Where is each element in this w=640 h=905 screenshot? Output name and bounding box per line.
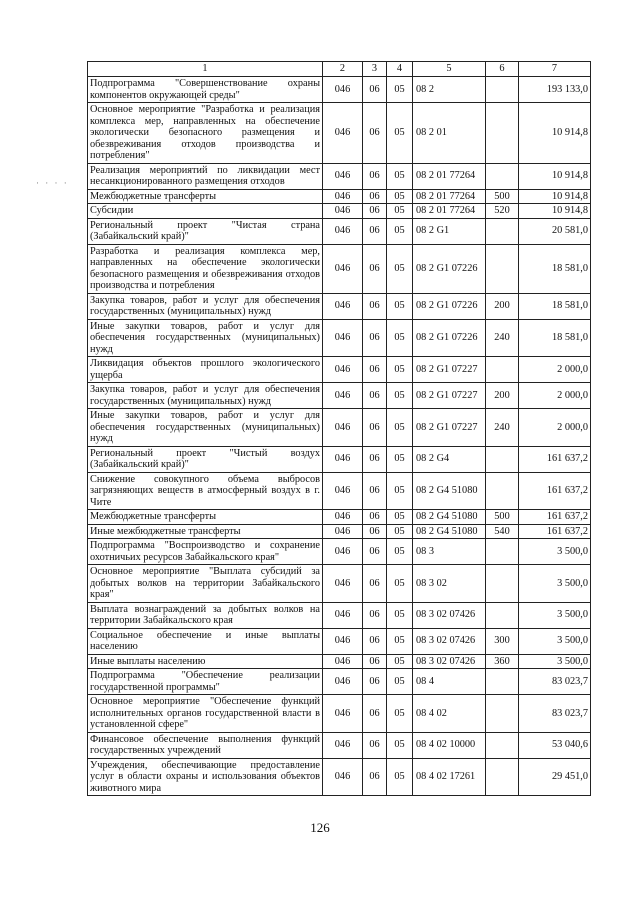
row-name: Иные закупки товаров, работ и услуг для обеспечения государственных (муниципальных) нужд — [88, 409, 323, 447]
row-rz: 06 — [363, 383, 387, 409]
row-name: Основное мероприятие "Разработка и реализация комплекса мер, направленных на обеспечение экологически безопасного размещения и обезвреживания отходов производства и потребления" — [88, 103, 323, 164]
row-vr — [486, 163, 519, 189]
column-header: 6 — [486, 62, 519, 77]
row-vr — [486, 446, 519, 472]
row-ved: 046 — [323, 472, 363, 510]
table-header-row — [88, 62, 591, 77]
row-name: Субсидии — [88, 204, 323, 219]
row-sum: 29 451,0 — [519, 758, 591, 796]
row-ved: 046 — [323, 669, 363, 695]
row-csr: 08 2 G1 07226 — [413, 319, 486, 357]
row-rz: 06 — [363, 732, 387, 758]
row-vr: 200 — [486, 293, 519, 319]
row-rz: 06 — [363, 189, 387, 204]
row-sum: 83 023,7 — [519, 669, 591, 695]
row-pr: 05 — [387, 204, 413, 219]
row-ved: 046 — [323, 446, 363, 472]
table-row — [88, 524, 591, 539]
row-sum: 10 914,8 — [519, 204, 591, 219]
row-vr: 500 — [486, 189, 519, 204]
table-row — [88, 218, 591, 244]
row-name: Финансовое обеспечение выполнения функций государственных учреждений — [88, 732, 323, 758]
row-rz: 06 — [363, 163, 387, 189]
row-rz: 06 — [363, 758, 387, 796]
table-row — [88, 319, 591, 357]
row-sum: 161 637,2 — [519, 510, 591, 525]
row-sum: 2 000,0 — [519, 357, 591, 383]
budget-table — [87, 61, 591, 796]
table-row — [88, 669, 591, 695]
row-rz: 06 — [363, 103, 387, 164]
row-pr: 05 — [387, 189, 413, 204]
row-vr: 360 — [486, 654, 519, 669]
row-sum: 2 000,0 — [519, 383, 591, 409]
row-csr: 08 2 G4 — [413, 446, 486, 472]
row-ved: 046 — [323, 628, 363, 654]
row-ved: 046 — [323, 732, 363, 758]
row-csr: 08 3 02 07426 — [413, 628, 486, 654]
row-name: Закупка товаров, работ и услуг для обеспечения государственных (муниципальных) нужд — [88, 293, 323, 319]
row-rz: 06 — [363, 204, 387, 219]
row-pr: 05 — [387, 654, 413, 669]
row-name: Региональный проект "Чистая страна (Забайкальский край)" — [88, 218, 323, 244]
table-row — [88, 602, 591, 628]
row-sum: 2 000,0 — [519, 409, 591, 447]
row-pr: 05 — [387, 319, 413, 357]
column-header: 7 — [519, 62, 591, 77]
row-rz: 06 — [363, 565, 387, 603]
row-rz: 06 — [363, 319, 387, 357]
table-row — [88, 446, 591, 472]
row-sum: 10 914,8 — [519, 163, 591, 189]
row-sum: 161 637,2 — [519, 472, 591, 510]
row-name: Реализация мероприятий по ликвидации мест несанкционированного размещения отходов — [88, 163, 323, 189]
row-csr: 08 2 G1 07227 — [413, 409, 486, 447]
row-sum: 3 500,0 — [519, 539, 591, 565]
row-rz: 06 — [363, 654, 387, 669]
table-row — [88, 204, 591, 219]
row-name: Подпрограмма "Воспроизводство и сохранение охотничьих ресурсов Забайкальского края" — [88, 539, 323, 565]
row-rz: 06 — [363, 669, 387, 695]
row-ved: 046 — [323, 77, 363, 103]
row-sum: 18 581,0 — [519, 293, 591, 319]
row-sum: 10 914,8 — [519, 189, 591, 204]
row-rz: 06 — [363, 510, 387, 525]
table-row — [88, 732, 591, 758]
row-name: Снижение совокупного объема выбросов загрязняющих веществ в атмосферный воздух в г. Чите — [88, 472, 323, 510]
row-ved: 046 — [323, 695, 363, 733]
row-vr: 240 — [486, 319, 519, 357]
row-csr: 08 2 G1 07227 — [413, 383, 486, 409]
row-pr: 05 — [387, 669, 413, 695]
table-row — [88, 163, 591, 189]
row-name: Подпрограмма "Обеспечение реализации государственной программы" — [88, 669, 323, 695]
row-rz: 06 — [363, 446, 387, 472]
row-csr: 08 2 G4 51080 — [413, 524, 486, 539]
row-vr: 540 — [486, 524, 519, 539]
row-pr: 05 — [387, 357, 413, 383]
row-pr: 05 — [387, 409, 413, 447]
row-pr: 05 — [387, 163, 413, 189]
row-name: Межбюджетные трансферты — [88, 189, 323, 204]
row-pr: 05 — [387, 695, 413, 733]
row-vr: 200 — [486, 383, 519, 409]
row-ved: 046 — [323, 319, 363, 357]
row-csr: 08 4 02 17261 — [413, 758, 486, 796]
row-ved: 046 — [323, 218, 363, 244]
row-ved: 046 — [323, 565, 363, 603]
row-pr: 05 — [387, 524, 413, 539]
row-sum: 161 637,2 — [519, 524, 591, 539]
row-ved: 046 — [323, 383, 363, 409]
row-csr: 08 4 02 10000 — [413, 732, 486, 758]
row-pr: 05 — [387, 77, 413, 103]
row-sum: 20 581,0 — [519, 218, 591, 244]
row-csr: 08 3 02 — [413, 565, 486, 603]
table-row — [88, 357, 591, 383]
row-sum: 10 914,8 — [519, 103, 591, 164]
row-pr: 05 — [387, 244, 413, 293]
table-row — [88, 293, 591, 319]
row-name: Иные выплаты населению — [88, 654, 323, 669]
row-rz: 06 — [363, 357, 387, 383]
row-rz: 06 — [363, 77, 387, 103]
row-name: Ликвидация объектов прошлого экологического ущерба — [88, 357, 323, 383]
row-ved: 046 — [323, 539, 363, 565]
row-name: Региональный проект "Чистый воздух (Забайкальский край)" — [88, 446, 323, 472]
row-csr: 08 4 — [413, 669, 486, 695]
row-sum: 53 040,6 — [519, 732, 591, 758]
page-number: 126 — [310, 820, 330, 835]
row-sum: 18 581,0 — [519, 244, 591, 293]
row-ved: 046 — [323, 409, 363, 447]
row-pr: 05 — [387, 510, 413, 525]
row-vr — [486, 244, 519, 293]
row-sum: 18 581,0 — [519, 319, 591, 357]
row-ved: 046 — [323, 602, 363, 628]
table-row — [88, 565, 591, 603]
row-csr: 08 3 02 07426 — [413, 602, 486, 628]
table-body — [88, 77, 591, 796]
row-rz: 06 — [363, 628, 387, 654]
row-vr: 520 — [486, 204, 519, 219]
row-csr: 08 3 02 07426 — [413, 654, 486, 669]
row-rz: 06 — [363, 539, 387, 565]
row-sum: 3 500,0 — [519, 654, 591, 669]
row-name: Учреждения, обеспечивающие предоставление услуг в области охраны и использования объектов животного мира — [88, 758, 323, 796]
row-ved: 046 — [323, 204, 363, 219]
row-csr: 08 2 01 — [413, 103, 486, 164]
row-pr: 05 — [387, 565, 413, 603]
margin-mark: · · · · — [36, 178, 69, 188]
row-vr — [486, 695, 519, 733]
row-vr — [486, 565, 519, 603]
row-rz: 06 — [363, 695, 387, 733]
row-csr: 08 3 — [413, 539, 486, 565]
table-row — [88, 77, 591, 103]
row-ved: 046 — [323, 357, 363, 383]
row-rz: 06 — [363, 293, 387, 319]
row-vr — [486, 103, 519, 164]
table-row — [88, 472, 591, 510]
row-csr: 08 4 02 — [413, 695, 486, 733]
row-ved: 046 — [323, 654, 363, 669]
table-row — [88, 510, 591, 525]
row-rz: 06 — [363, 409, 387, 447]
row-pr: 05 — [387, 539, 413, 565]
row-csr: 08 2 G1 07226 — [413, 293, 486, 319]
row-csr: 08 2 G1 — [413, 218, 486, 244]
row-pr: 05 — [387, 602, 413, 628]
row-sum: 3 500,0 — [519, 565, 591, 603]
row-name: Закупка товаров, работ и услуг для обеспечения государственных (муниципальных) нужд — [88, 383, 323, 409]
column-header: 3 — [363, 62, 387, 77]
row-vr: 500 — [486, 510, 519, 525]
row-name: Разработка и реализация комплекса мер, направленных на обеспечение экологически безопасного размещения и обезвреживания отходов производства и потребления — [88, 244, 323, 293]
row-pr: 05 — [387, 383, 413, 409]
row-rz: 06 — [363, 244, 387, 293]
row-csr: 08 2 01 77264 — [413, 189, 486, 204]
table-row — [88, 654, 591, 669]
row-sum: 3 500,0 — [519, 628, 591, 654]
row-vr — [486, 472, 519, 510]
row-pr: 05 — [387, 446, 413, 472]
column-header: 5 — [413, 62, 486, 77]
column-header: 2 — [323, 62, 363, 77]
row-vr: 240 — [486, 409, 519, 447]
row-name: Социальное обеспечение и иные выплаты населению — [88, 628, 323, 654]
table-row — [88, 758, 591, 796]
row-vr — [486, 539, 519, 565]
row-vr — [486, 669, 519, 695]
row-sum: 193 133,0 — [519, 77, 591, 103]
row-csr: 08 2 G1 07227 — [413, 357, 486, 383]
row-csr: 08 2 — [413, 77, 486, 103]
row-vr — [486, 732, 519, 758]
row-name: Основное мероприятие "Обеспечение функций исполнительных органов государственной власти в установленной сфере" — [88, 695, 323, 733]
row-ved: 046 — [323, 510, 363, 525]
row-csr: 08 2 G4 51080 — [413, 472, 486, 510]
row-ved: 046 — [323, 758, 363, 796]
row-vr — [486, 218, 519, 244]
row-vr — [486, 357, 519, 383]
row-ved: 046 — [323, 524, 363, 539]
row-csr: 08 2 01 77264 — [413, 163, 486, 189]
row-pr: 05 — [387, 218, 413, 244]
row-ved: 046 — [323, 189, 363, 204]
table-row — [88, 409, 591, 447]
row-name: Иные межбюджетные трансферты — [88, 524, 323, 539]
table-row — [88, 695, 591, 733]
row-pr: 05 — [387, 103, 413, 164]
row-rz: 06 — [363, 524, 387, 539]
column-header: 4 — [387, 62, 413, 77]
row-pr: 05 — [387, 732, 413, 758]
row-name: Основное мероприятие "Выплата субсидий за добытых волков на территории Забайкальского края" — [88, 565, 323, 603]
row-vr — [486, 77, 519, 103]
row-ved: 046 — [323, 293, 363, 319]
table-row — [88, 103, 591, 164]
row-rz: 06 — [363, 218, 387, 244]
row-ved: 046 — [323, 163, 363, 189]
row-name: Межбюджетные трансферты — [88, 510, 323, 525]
row-name: Подпрограмма "Совершенствование охраны компонентов окружающей среды" — [88, 77, 323, 103]
row-sum: 83 023,7 — [519, 695, 591, 733]
row-pr: 05 — [387, 628, 413, 654]
row-sum: 3 500,0 — [519, 602, 591, 628]
row-csr: 08 2 G1 07226 — [413, 244, 486, 293]
row-sum: 161 637,2 — [519, 446, 591, 472]
table-row — [88, 539, 591, 565]
row-ved: 046 — [323, 244, 363, 293]
row-vr — [486, 602, 519, 628]
table-row — [88, 189, 591, 204]
row-pr: 05 — [387, 758, 413, 796]
row-vr: 300 — [486, 628, 519, 654]
row-vr — [486, 758, 519, 796]
row-rz: 06 — [363, 602, 387, 628]
row-pr: 05 — [387, 293, 413, 319]
row-ved: 046 — [323, 103, 363, 164]
row-name: Иные закупки товаров, работ и услуг для обеспечения государственных (муниципальных) нужд — [88, 319, 323, 357]
table-row — [88, 244, 591, 293]
column-header: 1 — [88, 62, 323, 77]
row-csr: 08 2 01 77264 — [413, 204, 486, 219]
table-row — [88, 383, 591, 409]
row-rz: 06 — [363, 472, 387, 510]
row-pr: 05 — [387, 472, 413, 510]
row-name: Выплата вознаграждений за добытых волков на территории Забайкальского края — [88, 602, 323, 628]
table-row — [88, 628, 591, 654]
row-csr: 08 2 G4 51080 — [413, 510, 486, 525]
